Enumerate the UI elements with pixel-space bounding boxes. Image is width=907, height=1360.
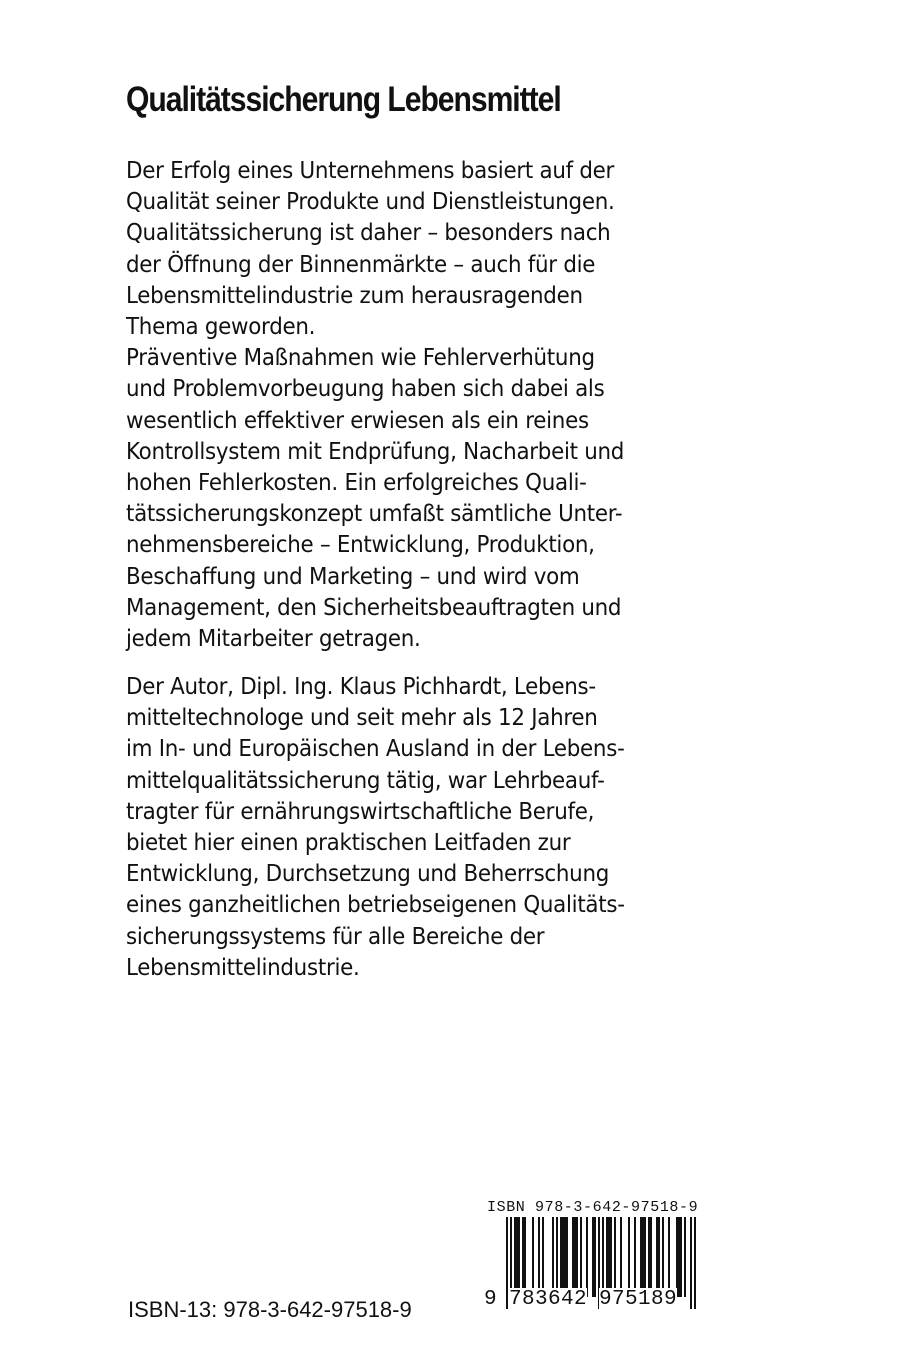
text-line: Qualität seiner Produkte und Dienstleistungen.	[126, 189, 615, 216]
barcode-bar	[518, 1217, 520, 1297]
barcode-bar	[650, 1217, 652, 1297]
barcode-right-digits: 975189	[599, 1288, 678, 1311]
barcode-bar	[656, 1217, 658, 1297]
text-line: hohen Fehlerkosten. Ein erfolgreiches Quali-	[126, 470, 587, 497]
barcode-bar	[580, 1217, 582, 1297]
barcode-bar	[668, 1217, 670, 1297]
barcode-bar	[608, 1217, 610, 1297]
barcode-bar	[594, 1217, 596, 1297]
barcode-bar	[516, 1217, 518, 1297]
isbn-barcode	[484, 1199, 714, 1329]
barcode-bar	[648, 1217, 650, 1297]
text-line: Lebensmittelindustrie zum herausragenden	[126, 282, 583, 309]
barcode-bar	[684, 1217, 686, 1297]
barcode-left-digits: 783642	[509, 1288, 588, 1311]
text-line: sicherungssystems für alle Bereiche der	[126, 923, 545, 950]
text-line: Lebensmittelindustrie.	[126, 954, 360, 981]
barcode-bar	[506, 1217, 508, 1309]
barcode-bar	[634, 1217, 636, 1297]
barcode-bar	[640, 1217, 642, 1297]
barcode-bar	[614, 1217, 616, 1297]
barcode-bar	[574, 1217, 576, 1297]
barcode-bar	[576, 1217, 578, 1297]
barcode-bar	[610, 1217, 612, 1297]
barcode-bar	[514, 1217, 516, 1297]
barcode-bar	[524, 1217, 526, 1297]
barcode-bar	[662, 1217, 664, 1297]
author-paragraph	[126, 672, 662, 984]
barcode-bar	[560, 1217, 562, 1297]
barcode-bar	[542, 1217, 544, 1297]
text-line: Der Autor, Dipl. Ing. Klaus Pichhardt, Lebens-	[126, 674, 596, 700]
barcode-first-digit: 9	[484, 1288, 497, 1311]
text-line: wesentlich effektiver erwiesen als ein reines	[126, 407, 589, 434]
text-line: tätssicherungskonzept umfaßt sämtliche Unter-	[126, 501, 623, 528]
text-line: Kontrollsystem mit Endprüfung, Nacharbeit und	[126, 438, 625, 465]
text-line: tragter für ernährungswirtschaftliche Berufe,	[126, 798, 595, 825]
barcode-bar	[552, 1217, 554, 1297]
text-line: Präventive Maßnahmen wie Fehlerverhütung	[126, 345, 595, 372]
barcode-bar	[690, 1217, 692, 1309]
barcode-bar	[644, 1217, 646, 1297]
text-line: Qualitätssicherung ist daher – besonders nach	[126, 220, 611, 247]
text-line: Beschaffung und Marketing – und wird vom	[126, 563, 580, 590]
text-line: nehmensbereiche – Entwicklung, Produktion,	[126, 532, 595, 559]
barcode-bar	[564, 1217, 566, 1297]
barcode-bar	[658, 1217, 660, 1297]
description-paragraph	[126, 156, 662, 655]
text-line: mittelqualitätssicherung tätig, war Lehrbeauf-	[126, 767, 605, 794]
barcode-bar	[620, 1217, 622, 1297]
barcode-isbn-text: ISBN 978-3-642-97518-9	[487, 1199, 699, 1216]
isbn-13-label: ISBN-13: 978-3-642-97518-9	[128, 1297, 412, 1322]
barcode-bar	[592, 1217, 594, 1297]
barcode-bar	[572, 1217, 574, 1297]
barcode-bar	[676, 1217, 678, 1297]
book-title: Qualitätssicherung Lebensmittel	[126, 80, 561, 119]
barcode-bar	[678, 1217, 680, 1297]
barcode-bar	[566, 1217, 568, 1297]
barcode-bar	[628, 1217, 630, 1297]
barcode-bar	[680, 1217, 682, 1297]
barcode-bar	[556, 1217, 558, 1297]
barcode-bar	[562, 1217, 564, 1297]
barcode-bar	[586, 1217, 588, 1297]
barcode-bar	[694, 1217, 696, 1309]
text-line: jedem Mitarbeiter getragen.	[126, 626, 421, 653]
barcode-bar	[642, 1217, 644, 1297]
barcode-bar	[538, 1217, 540, 1297]
text-line: der Öffnung der Binnenmärkte – auch für die	[126, 251, 596, 278]
barcode-bar	[532, 1217, 534, 1297]
text-line: mitteltechnologe und seit mehr als 12 Jahren	[126, 705, 598, 732]
text-line: Der Erfolg eines Unternehmens basiert auf der	[126, 158, 615, 184]
text-line: Entwicklung, Durchsetzung und Beherrschung	[126, 861, 610, 888]
text-line: Management, den Sicherheitsbeauftragten und	[126, 594, 622, 621]
text-line: Thema geworden.	[126, 314, 316, 341]
text-line: und Problemvorbeugung haben sich dabei als	[126, 376, 605, 403]
text-line: eines ganzheitlichen betriebseigenen Qualitäts-	[126, 892, 625, 919]
barcode-bar	[522, 1217, 524, 1297]
text-line: bietet hier einen praktischen Leitfaden zur	[126, 830, 571, 857]
barcode-bar	[606, 1217, 608, 1297]
text-line: im In- und Europäischen Ausland in der Lebens-	[126, 736, 625, 763]
